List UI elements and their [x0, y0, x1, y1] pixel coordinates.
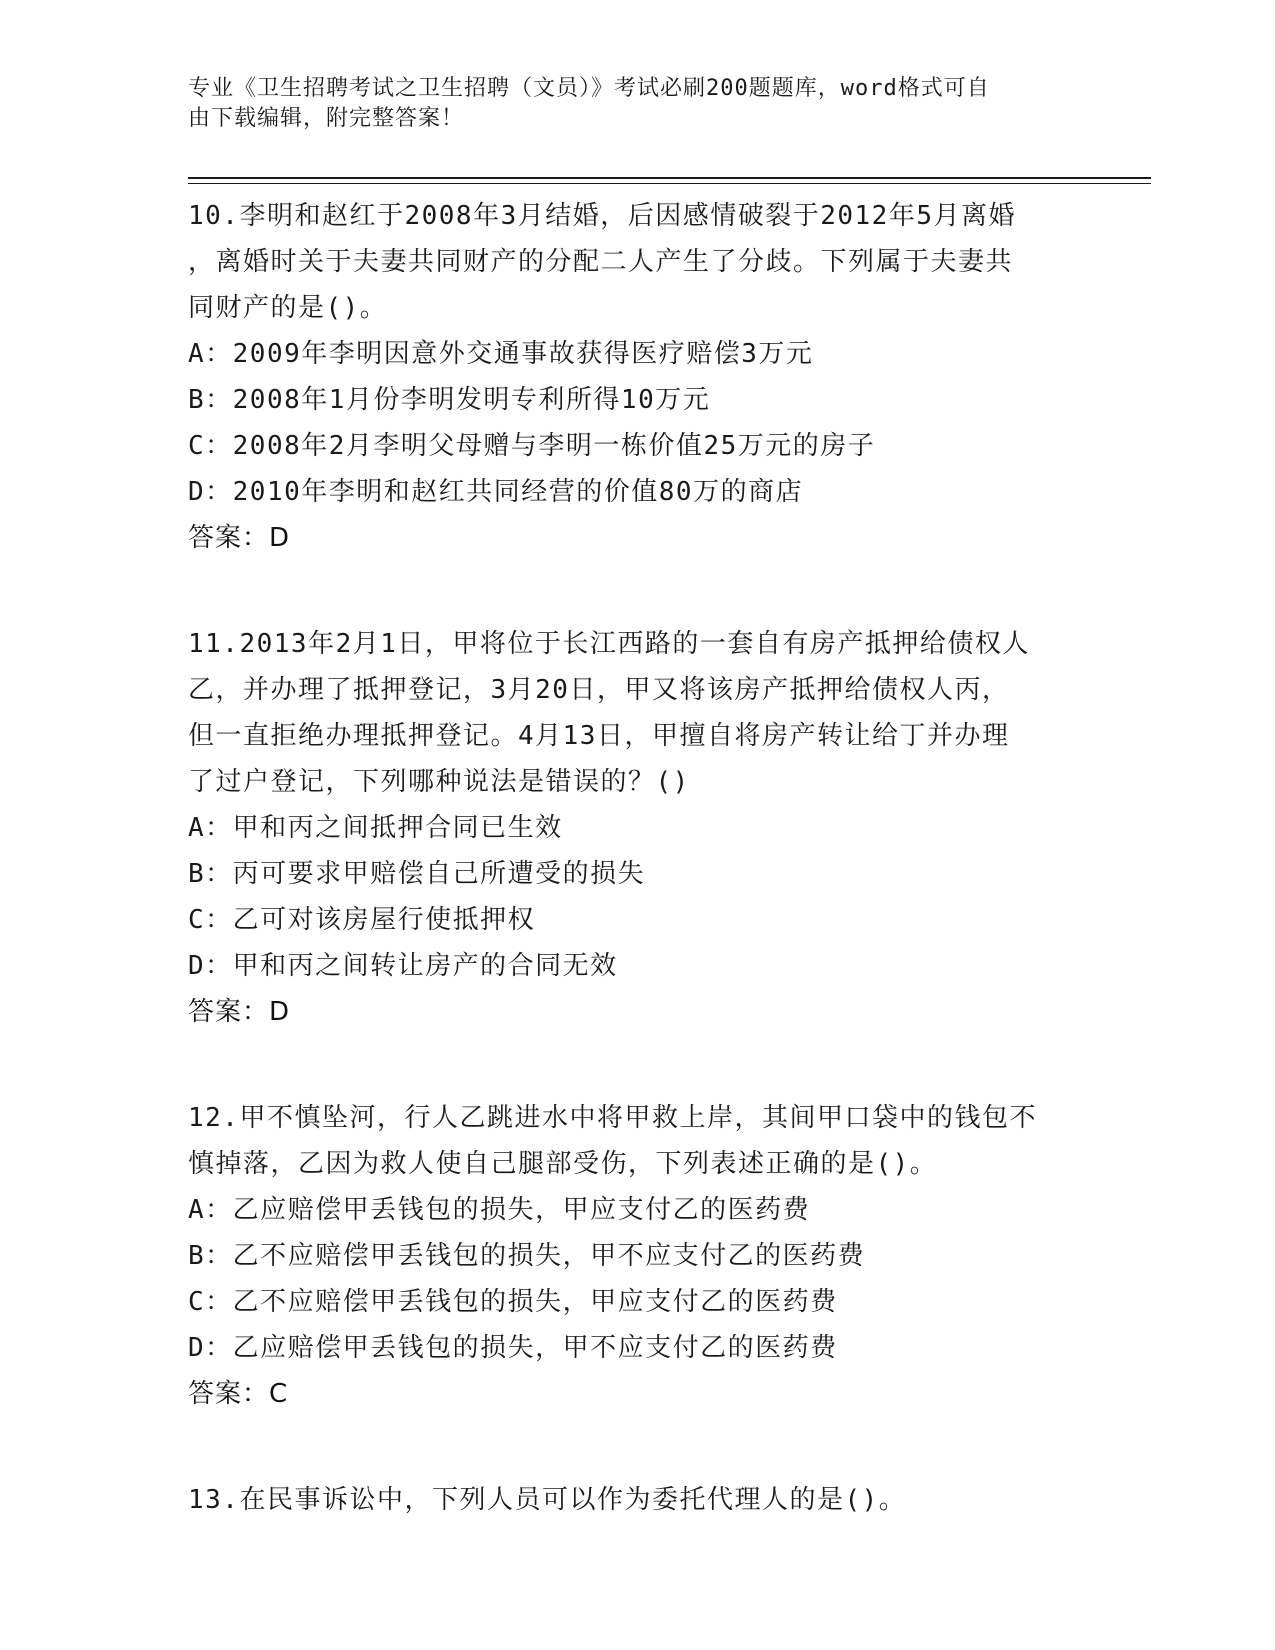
question-stem: [188, 621, 1088, 805]
stem-line: 乙，并办理了抵押登记，3月20日，甲又将该房产抵押给债权人丙，: [188, 675, 1010, 705]
option-d: D：2010年李明和赵红共同经营的价值80万的商店: [188, 477, 804, 507]
option-b: B：乙不应赔偿甲丢钱包的损失，甲不应支付乙的医药费: [188, 1241, 866, 1271]
stem-line: 但一直拒绝办理抵押登记。4月13日，甲擅自将房产转让给丁并办理: [188, 721, 1010, 751]
question-11: [188, 621, 1088, 1035]
option-d: D：乙应赔偿甲丢钱包的损失，甲不应支付乙的医药费: [188, 1333, 838, 1363]
option-c: C：2008年2月李明父母赠与李明一栋价值25万元的房子: [188, 431, 876, 461]
stem-line: 10.李明和赵红于2008年3月结婚，后因感情破裂于2012年5月离婚: [188, 201, 1016, 231]
option-b: B：丙可要求甲赔偿自己所遭受的损失: [188, 859, 646, 889]
option-c: C：乙可对该房屋行使抵押权: [188, 905, 536, 935]
document-header: [188, 74, 1088, 134]
header-line-1: 专业《卫生招聘考试之卫生招聘（文员）》考试必刷200题题库，word格式可自: [188, 76, 990, 101]
option-d: D：甲和丙之间转让房产的合同无效: [188, 951, 618, 981]
option-c: C：乙不应赔偿甲丢钱包的损失，甲应支付乙的医药费: [188, 1287, 838, 1317]
header-line-2: 由下载编辑，附完整答案！: [188, 106, 465, 131]
option-b: B：2008年1月份李明发明专利所得10万元: [188, 385, 711, 415]
stem-line: 12.甲不慎坠河，行人乙跳进水中将甲救上岸，其间甲口袋中的钱包不: [188, 1103, 1037, 1133]
stem-line: 慎掉落，乙因为救人使自己腿部受伤，下列表述正确的是()。: [188, 1149, 938, 1179]
answer: 答案：D: [188, 523, 291, 553]
question-12: [188, 1095, 1088, 1417]
header-divider-thick: [188, 177, 1151, 179]
stem-line: ，离婚时关于夫妻共同财产的分配二人产生了分歧。下列属于夫妻共: [188, 247, 1014, 277]
question-list: [188, 193, 1088, 1583]
stem-line: 了过户登记，下列哪种说法是错误的？(): [188, 767, 690, 797]
question-10: [188, 193, 1088, 561]
option-a: A：乙应赔偿甲丢钱包的损失，甲应支付乙的医药费: [188, 1195, 811, 1225]
answer: 答案：C: [188, 1379, 289, 1409]
question-stem: [188, 193, 1088, 331]
option-a: A：2009年李明因意外交通事故获得医疗赔偿3万元: [188, 339, 814, 369]
stem-line: 13.在民事诉讼中，下列人员可以作为委托代理人的是()。: [188, 1485, 907, 1515]
answer: 答案：D: [188, 997, 291, 1027]
header-divider-thin: [188, 183, 1151, 184]
stem-line: 同财产的是()。: [188, 293, 388, 323]
option-a: A：甲和丙之间抵押合同已生效: [188, 813, 563, 843]
question-stem: [188, 1095, 1088, 1187]
question-13: [188, 1477, 1088, 1523]
question-stem: [188, 1477, 1088, 1523]
stem-line: 11.2013年2月1日，甲将位于长江西路的一套自有房产抵押给债权人: [188, 629, 1030, 659]
